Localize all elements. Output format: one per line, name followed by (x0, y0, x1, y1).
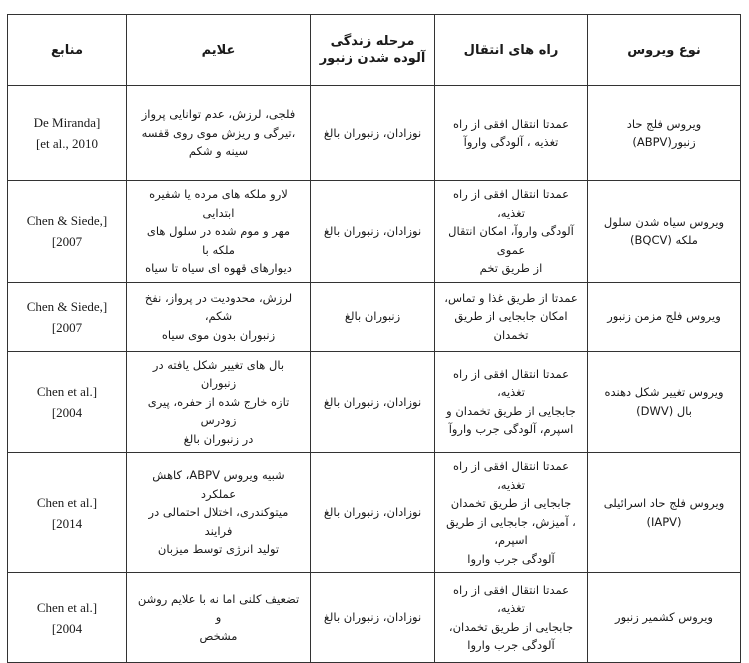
cell-symptoms: لرزش، محدودیت در پرواز، نفخ شکم، زنبوران بدون موی سیاه (127, 282, 311, 351)
cell-stage: نوزادان، زنبوران بالغ (311, 573, 435, 663)
cell-transmission: عمدتا انتقال افقی از راه تغذیه، جابجایی از طریق تخمدان ، آمیزش، جابجایی از طریق اسپرم، آلودگی جرب واروا (435, 453, 588, 573)
cell-symptoms: شبیه ویروس ABPV، کاهش عملکرد میتوکندری، اختلال احتمالی در فرایند تولید انرژی توسط میزبان (127, 453, 311, 573)
table-row (8, 351, 741, 453)
cell-virus: ویروس فلج حاد اسرائیلی (IAPV) (588, 453, 741, 573)
table-row (8, 181, 741, 283)
header-sources: منابع (8, 15, 127, 86)
cell-transmission: عمدتا انتقال افقی از راه تغذیه ، آلودگی واروآ (435, 86, 588, 181)
cell-transmission: عمدتا انتقال افقی از راه تغذیه، جابجایی از طریق تخمدان، آلودگی جرب واروا (435, 573, 588, 663)
cell-source: Chen & Siede,] [2007 (8, 282, 127, 351)
header-transmission: راه های انتقال (435, 15, 588, 86)
cell-stage: نوزادان، زنبوران بالغ (311, 351, 435, 453)
cell-virus: ویروس فلج مزمن زنبور (588, 282, 741, 351)
table-row (8, 282, 741, 351)
cell-stage: نوزادان، زنبوران بالغ (311, 453, 435, 573)
cell-stage: نوزادان، زنبوران بالغ (311, 86, 435, 181)
cell-source: Chen et al.] [2004 (8, 573, 127, 663)
cell-symptoms: فلجی، لرزش، عدم توانایی پرواز ،تیرگی و ریزش موی روی قفسه سینه و شکم (127, 86, 311, 181)
cell-source: Chen & Siede,] [2007 (8, 181, 127, 283)
cell-transmission: عمدتا انتقال افقی از راه تغذیه، آلودگی واروآ، امکان انتقال عموی از طریق تخم (435, 181, 588, 283)
table-row (8, 573, 741, 663)
cell-virus: ویروس سیاه شدن سلول ملکه (BQCV) (588, 181, 741, 283)
cell-source: Chen et al.] [2014 (8, 453, 127, 573)
header-virus: نوع ویروس (588, 15, 741, 86)
cell-source: Chen et al.] [2004 (8, 351, 127, 453)
cell-transmission: عمدتا انتقال افقی از راه تغذیه، جابجایی از طریق تخمدان و اسپرم، آلودگی جرب واروآ (435, 351, 588, 453)
cell-stage: نوزادان، زنبوران بالغ (311, 181, 435, 283)
cell-transmission: عمدتا از طریق غذا و تماس، امکان جابجایی از طریق تخمدان (435, 282, 588, 351)
virus-table (7, 14, 741, 663)
header-symptoms: علایم (127, 15, 311, 86)
header-stage: مرحله زندگی آلوده شدن زنبور (311, 15, 435, 86)
cell-symptoms: لارو ملکه های مرده یا شفیره ابتدایی مهر و موم شده در سلول های ملکه با دیوارهای قهوه ای سیاه تا سیاه (127, 181, 311, 283)
cell-symptoms: بال های تغییر شکل یافته در زنبوران تازه خارج شده از حفره، پیری زودرس در زنبوران بالغ (127, 351, 311, 453)
cell-virus: ویروس فلج حاد زنبور(ABPV) (588, 86, 741, 181)
cell-virus: ویروس تغییر شکل دهنده بال (DWV) (588, 351, 741, 453)
cell-symptoms: تضعیف کلنی اما نه با علایم روشن و مشخص (127, 573, 311, 663)
cell-virus: ویروس کشمیر زنبور (588, 573, 741, 663)
table-row (8, 86, 741, 181)
table-row (8, 453, 741, 573)
header-row (8, 15, 741, 86)
cell-source: De Miranda] [et al., 2010 (8, 86, 127, 181)
cell-stage: زنبوران بالغ (311, 282, 435, 351)
